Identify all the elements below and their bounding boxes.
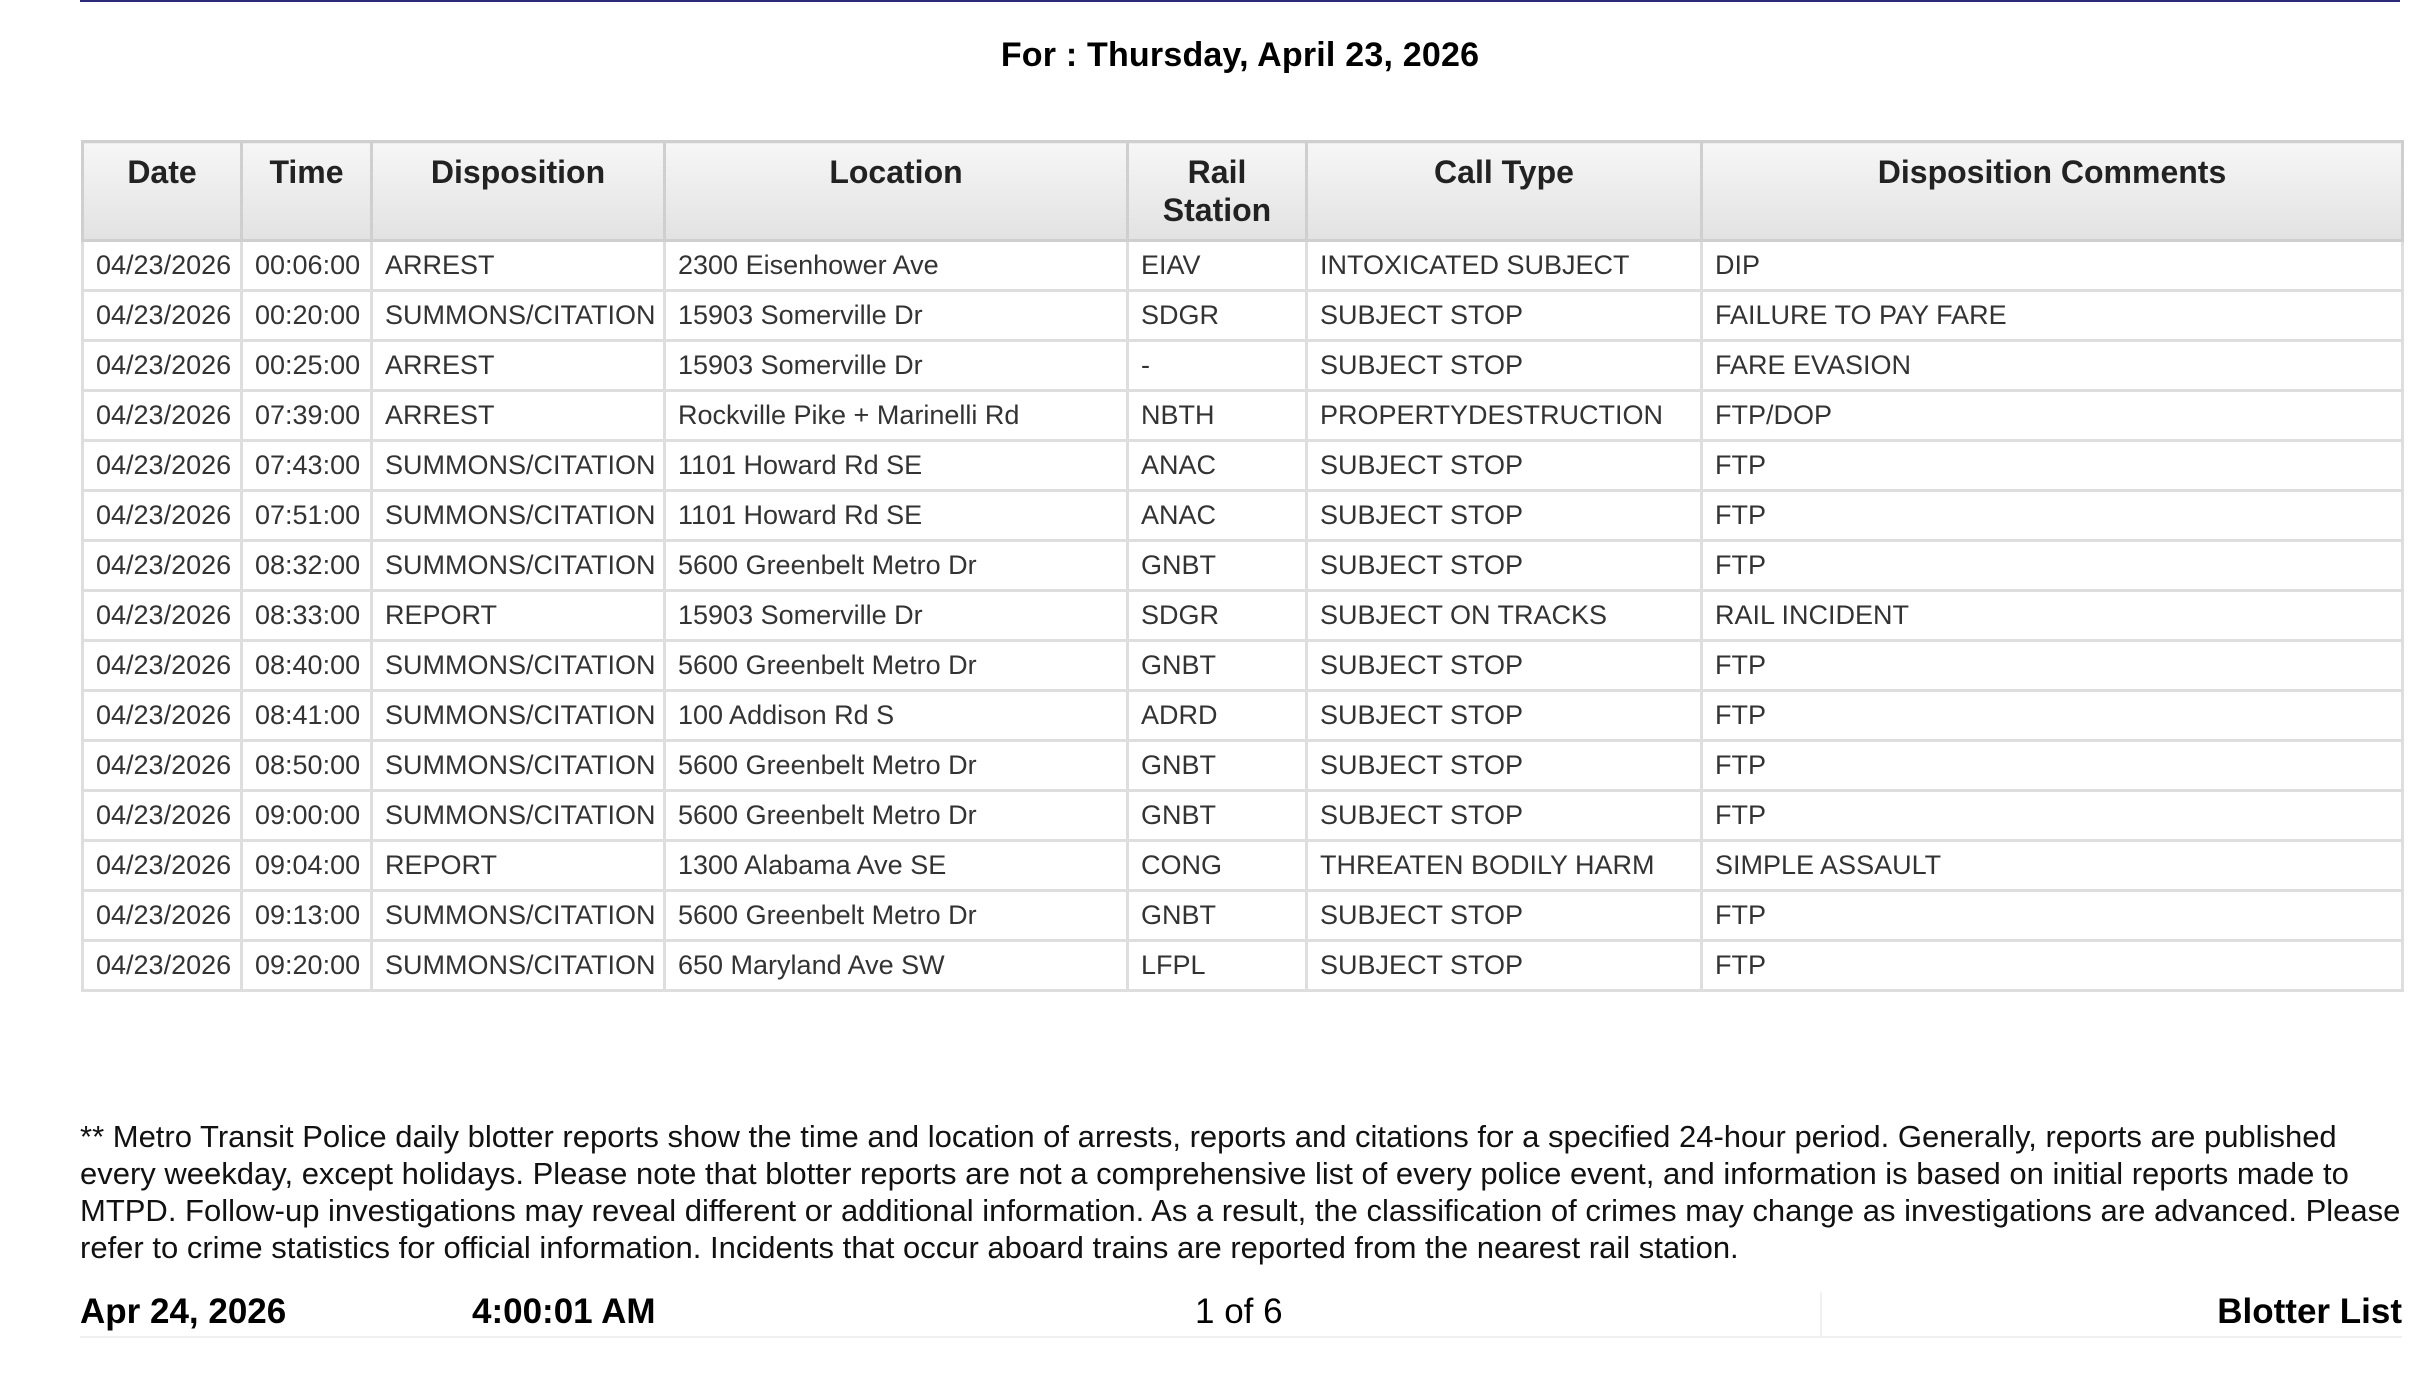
table-row	[83, 891, 2403, 941]
date-cell: 04/23/2026	[83, 241, 242, 291]
time-cell: 09:04:00	[242, 841, 372, 891]
rail-station-cell: LFPL	[1128, 941, 1307, 991]
time-cell: 08:50:00	[242, 741, 372, 791]
disposition-cell: REPORT	[372, 591, 665, 641]
rail-station-cell: GNBT	[1128, 891, 1307, 941]
rail-station-cell: ANAC	[1128, 441, 1307, 491]
disposition-cell: SUMMONS/CITATION	[372, 891, 665, 941]
date-cell: 04/23/2026	[83, 841, 242, 891]
disposition-comments-cell: FAILURE TO PAY FARE	[1702, 291, 2403, 341]
call-type-cell: SUBJECT STOP	[1307, 691, 1702, 741]
location-cell: 5600 Greenbelt Metro Dr	[665, 791, 1128, 841]
date-cell: 04/23/2026	[83, 391, 242, 441]
table-row	[83, 291, 2403, 341]
rail-station-cell: ANAC	[1128, 491, 1307, 541]
disposition-cell: ARREST	[372, 391, 665, 441]
call-type-cell: SUBJECT ON TRACKS	[1307, 591, 1702, 641]
call-type-cell: INTOXICATED SUBJECT	[1307, 241, 1702, 291]
column-header-date: Date	[83, 142, 242, 241]
rail-station-cell: SDGR	[1128, 591, 1307, 641]
disposition-comments-cell: FTP	[1702, 691, 2403, 741]
time-cell: 09:20:00	[242, 941, 372, 991]
rail-station-cell: ADRD	[1128, 691, 1307, 741]
call-type-cell: SUBJECT STOP	[1307, 541, 1702, 591]
call-type-cell: SUBJECT STOP	[1307, 791, 1702, 841]
date-cell: 04/23/2026	[83, 591, 242, 641]
footer-print-date: Apr 24, 2026	[80, 1292, 287, 1331]
disposition-comments-cell: FTP	[1702, 941, 2403, 991]
time-cell: 07:43:00	[242, 441, 372, 491]
call-type-cell: SUBJECT STOP	[1307, 341, 1702, 391]
report-date-heading: For : Thursday, April 23, 2026	[1000, 36, 1480, 74]
time-cell: 08:32:00	[242, 541, 372, 591]
column-header-call-type: Call Type	[1307, 142, 1702, 241]
time-cell: 09:00:00	[242, 791, 372, 841]
call-type-cell: SUBJECT STOP	[1307, 291, 1702, 341]
table-row	[83, 591, 2403, 641]
rail-station-cell: EIAV	[1128, 241, 1307, 291]
disposition-cell: SUMMONS/CITATION	[372, 741, 665, 791]
disposition-comments-cell: FTP/DOP	[1702, 391, 2403, 441]
table-row	[83, 841, 2403, 891]
table-header-row	[83, 142, 2403, 241]
call-type-cell: SUBJECT STOP	[1307, 641, 1702, 691]
date-cell: 04/23/2026	[83, 941, 242, 991]
time-cell: 07:39:00	[242, 391, 372, 441]
disposition-comments-cell: FTP	[1702, 441, 2403, 491]
call-type-cell: SUBJECT STOP	[1307, 741, 1702, 791]
disposition-cell: SUMMONS/CITATION	[372, 791, 665, 841]
disposition-cell: SUMMONS/CITATION	[372, 941, 665, 991]
location-cell: 5600 Greenbelt Metro Dr	[665, 891, 1128, 941]
rail-station-cell: GNBT	[1128, 741, 1307, 791]
date-cell: 04/23/2026	[83, 791, 242, 841]
date-cell: 04/23/2026	[83, 891, 242, 941]
table-body	[83, 241, 2403, 991]
date-cell: 04/23/2026	[83, 291, 242, 341]
time-cell: 08:33:00	[242, 591, 372, 641]
disposition-cell: SUMMONS/CITATION	[372, 641, 665, 691]
disposition-comments-cell: FTP	[1702, 741, 2403, 791]
disposition-cell: REPORT	[372, 841, 665, 891]
location-cell: 5600 Greenbelt Metro Dr	[665, 641, 1128, 691]
table-row	[83, 341, 2403, 391]
call-type-cell: SUBJECT STOP	[1307, 441, 1702, 491]
table-row	[83, 391, 2403, 441]
disposition-cell: SUMMONS/CITATION	[372, 441, 665, 491]
table-row	[83, 641, 2403, 691]
call-type-cell: SUBJECT STOP	[1307, 891, 1702, 941]
disposition-comments-cell: FTP	[1702, 541, 2403, 591]
location-cell: 650 Maryland Ave SW	[665, 941, 1128, 991]
date-cell: 04/23/2026	[83, 691, 242, 741]
date-cell: 04/23/2026	[83, 741, 242, 791]
disposition-cell: SUMMONS/CITATION	[372, 541, 665, 591]
table-row	[83, 491, 2403, 541]
disposition-cell: SUMMONS/CITATION	[372, 491, 665, 541]
column-header-disposition-comments: Disposition Comments	[1702, 142, 2403, 241]
table-row	[83, 441, 2403, 491]
rail-station-cell: -	[1128, 341, 1307, 391]
disclaimer-text: ** Metro Transit Police daily blotter reports show the time and location of arrests, reports and citations for a specified 24-hour period. Generally, reports are published every weekday, except holidays. Please note that blotter reports are not a comprehensive list of every police event, and information is based on initial reports made to MTPD. Follow-up investigations may reveal different or additional information. As a result, the classification of crimes may change as investigations are advanced. Please refer to crime statistics for official information. Incidents that occur aboard trains are reported from the nearest rail station.	[80, 1119, 2401, 1265]
date-cell: 04/23/2026	[83, 341, 242, 391]
footer-print-time: 4:00:01 AM	[472, 1292, 656, 1331]
location-cell: 1101 Howard Rd SE	[665, 491, 1128, 541]
call-type-cell: SUBJECT STOP	[1307, 491, 1702, 541]
table-row	[83, 791, 2403, 841]
footer-divider	[1820, 1292, 1822, 1336]
location-cell: 15903 Somerville Dr	[665, 291, 1128, 341]
disposition-comments-cell: FARE EVASION	[1702, 341, 2403, 391]
location-cell: 1300 Alabama Ave SE	[665, 841, 1128, 891]
disposition-comments-cell: SIMPLE ASSAULT	[1702, 841, 2403, 891]
location-cell: 5600 Greenbelt Metro Dr	[665, 541, 1128, 591]
time-cell: 00:06:00	[242, 241, 372, 291]
rail-station-cell: NBTH	[1128, 391, 1307, 441]
time-cell: 08:40:00	[242, 641, 372, 691]
time-cell: 00:25:00	[242, 341, 372, 391]
location-cell: 100 Addison Rd S	[665, 691, 1128, 741]
disposition-comments-cell: RAIL INCIDENT	[1702, 591, 2403, 641]
disposition-cell: SUMMONS/CITATION	[372, 291, 665, 341]
date-cell: 04/23/2026	[83, 441, 242, 491]
date-cell: 04/23/2026	[83, 641, 242, 691]
disposition-comments-cell: FTP	[1702, 791, 2403, 841]
disposition-comments-cell: FTP	[1702, 641, 2403, 691]
column-header-location: Location	[665, 142, 1128, 241]
disposition-cell: ARREST	[372, 241, 665, 291]
disposition-cell: SUMMONS/CITATION	[372, 691, 665, 741]
column-header-rail-station: Rail Station	[1128, 142, 1307, 241]
time-cell: 00:20:00	[242, 291, 372, 341]
disposition-cell: ARREST	[372, 341, 665, 391]
disposition-comments-cell: FTP	[1702, 891, 2403, 941]
footer-report-title: Blotter List	[2217, 1292, 2402, 1331]
rail-station-cell: GNBT	[1128, 641, 1307, 691]
table-row	[83, 541, 2403, 591]
location-cell: 2300 Eisenhower Ave	[665, 241, 1128, 291]
report-header-frame	[80, 0, 2400, 2]
column-header-time: Time	[242, 142, 372, 241]
call-type-cell: PROPERTYDESTRUCTION	[1307, 391, 1702, 441]
location-cell: 5600 Greenbelt Metro Dr	[665, 741, 1128, 791]
call-type-cell: SUBJECT STOP	[1307, 941, 1702, 991]
time-cell: 09:13:00	[242, 891, 372, 941]
call-type-cell: THREATEN BODILY HARM	[1307, 841, 1702, 891]
rail-station-cell: CONG	[1128, 841, 1307, 891]
time-cell: 08:41:00	[242, 691, 372, 741]
disposition-comments-cell: FTP	[1702, 491, 2403, 541]
disposition-comments-cell: DIP	[1702, 241, 2403, 291]
table-row	[83, 741, 2403, 791]
blotter-table	[81, 140, 2404, 992]
rail-station-cell: GNBT	[1128, 791, 1307, 841]
footer-page-indicator: 1 of 6	[1195, 1292, 1283, 1331]
rail-station-cell: GNBT	[1128, 541, 1307, 591]
page-footer	[80, 1292, 2402, 1338]
date-cell: 04/23/2026	[83, 541, 242, 591]
column-header-disposition: Disposition	[372, 142, 665, 241]
location-cell: Rockville Pike + Marinelli Rd	[665, 391, 1128, 441]
table-row	[83, 241, 2403, 291]
location-cell: 15903 Somerville Dr	[665, 591, 1128, 641]
rail-station-cell: SDGR	[1128, 291, 1307, 341]
table-row	[83, 691, 2403, 741]
location-cell: 15903 Somerville Dr	[665, 341, 1128, 391]
table-row	[83, 941, 2403, 991]
location-cell: 1101 Howard Rd SE	[665, 441, 1128, 491]
time-cell: 07:51:00	[242, 491, 372, 541]
date-cell: 04/23/2026	[83, 491, 242, 541]
